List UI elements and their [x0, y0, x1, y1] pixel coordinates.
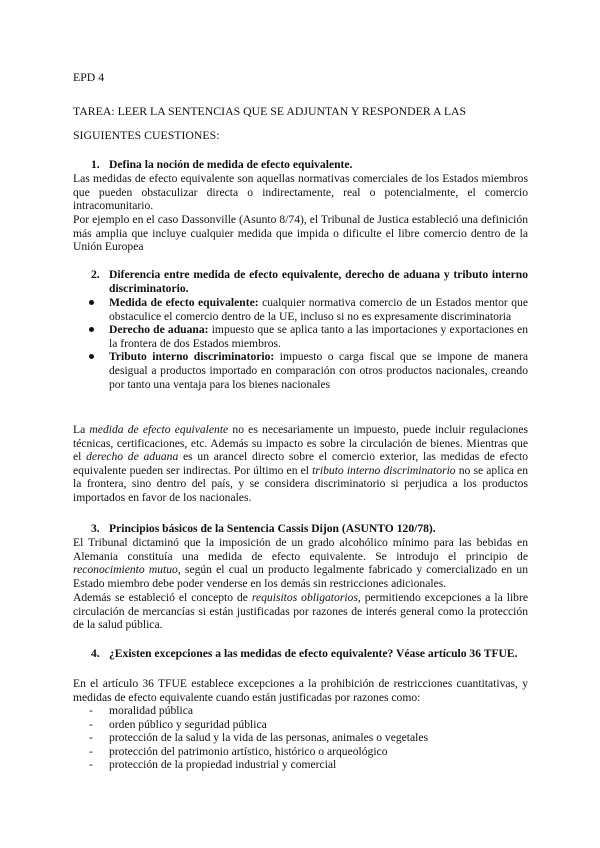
italic-term: reconocimiento mutuo	[73, 563, 178, 577]
task-line-2: SIGUIENTES CUESTIONES:	[73, 128, 220, 142]
dash-marker: -	[89, 717, 93, 731]
question-3-heading	[73, 522, 528, 536]
task-line-1: TAREA: LEER LA SENTENCIAS QUE SE ADJUNTAN Y RESPONDER A LAS	[73, 104, 467, 118]
bullet-item	[73, 323, 528, 350]
question-number: 2.	[91, 268, 100, 281]
list-item	[73, 731, 528, 745]
text-run: es un arancel directo sobre el comercio exterior, las medidas de efecto equivalente pueden ser indirectas. Por último en el	[73, 450, 529, 477]
text-run: La	[73, 423, 90, 436]
italic-term: medida de efecto equivalente	[89, 423, 229, 436]
question-number: 1.	[91, 158, 100, 171]
text-run: no se aplica en la frontera, sino dentro del país, y se considera discriminatorio si perjudica a los productos importados en favor de los nacionales.	[73, 463, 529, 504]
bullet-term: Medida de efecto equivalente:	[109, 296, 259, 309]
q4-paragraph: En el artículo 36 TFUE establece excepciones a la prohibición de restricciones cuantitativas, y medidas de efecto equivalente cuando están justificadas por razones como:	[73, 677, 528, 704]
q3-paragraph-1	[73, 536, 528, 590]
bullet-text: impuesto o carga fiscal que se impone de manera desigual a productos importado en comparación con otros productos nacionales, creando por tanto una ventaja para los bienes nacionales	[109, 350, 528, 391]
list-item-text: orden público y seguridad pública	[109, 717, 267, 731]
question-1-heading	[73, 158, 528, 172]
bullet-text: impuesto que se aplica tanto a las importaciones y exportaciones en la frontera de dos Estados miembros.	[109, 323, 528, 350]
list-item	[73, 704, 528, 718]
doc-id: EPD 4	[73, 70, 105, 84]
question-number: 4.	[91, 647, 100, 660]
bullet-text: cualquier normativa comercio de un Estados mentor que obstaculice el comercio dentro de la UE, incluso si no es expresamente discriminatoria	[109, 296, 528, 323]
bullet-item	[73, 350, 528, 391]
text-run: , según el cual un producto legalmente fabricado y comercializado en un Estado miembro debe poder venderse en los demás sin restricciones adicionales.	[73, 563, 528, 590]
question-title: ¿Existen excepciones a las medidas de efecto equivalente? Véase artículo 36 TFUE.	[109, 647, 518, 660]
list-item-text: moralidad pública	[109, 704, 194, 717]
question-number: 3.	[91, 522, 100, 535]
list-item-text: protección del patrimonio artístico, histórico o arqueológico	[109, 744, 388, 758]
dash-marker: -	[89, 758, 93, 772]
bullet-icon	[89, 354, 94, 359]
bullet-icon	[89, 300, 94, 305]
bullet-icon	[89, 327, 94, 332]
text-run: no es necesariamente un impuesto, puede incluir regulaciones técnicas, certificaciones, etc. Además su impacto es sobre la circulación de bienes. Mientras que el	[73, 423, 528, 464]
text-run: Además se estableció el concepto de	[73, 591, 252, 604]
question-4-heading	[73, 647, 528, 661]
italic-term: derecho de aduana	[86, 450, 179, 464]
q1-paragraph-2: Por ejemplo en el caso Dassonville (Asunto 8/74), el Tribunal de Justica estableció una definición más amplia que incluye cualquier medida que impida o dificulte el libre comercio dentro de la Unión Europea	[73, 213, 528, 254]
italic-term: tributo interno discriminatorio	[312, 463, 456, 477]
question-title: Principios básicos de la Sentencia Cassis Dijon (ASUNTO 120/78).	[109, 522, 436, 535]
q2-paragraph	[73, 423, 528, 505]
bullet-item	[73, 296, 528, 323]
list-item-text: protección de la propiedad industrial y comercial	[109, 758, 337, 772]
text-run: , permitiendo excepciones a la libre circulación de mercancías si están justificadas por razones de interés general como la protección de la salud pública.	[73, 591, 528, 632]
question-2-heading	[73, 268, 528, 295]
bullet-term: Tributo interno discriminatorio:	[109, 350, 275, 364]
dash-marker: -	[89, 731, 93, 745]
italic-term: requisitos obligatorios	[251, 591, 358, 604]
q1-paragraph-1: Las medidas de efecto equivalente son aquellas normativas comerciales de los Estados miembros que pueden obstaculizar directa o indirectamente, real o potencialmente, el comercio intracomunitario.	[73, 172, 528, 213]
q4-exception-list	[73, 704, 528, 772]
q2-bullet-list	[73, 296, 528, 391]
bullet-term: Derecho de aduana:	[109, 323, 209, 337]
question-title: Defina la noción de medida de efecto equivalente.	[109, 158, 353, 171]
q3-paragraph-2	[73, 591, 528, 632]
list-item	[73, 758, 528, 772]
list-item-text: protección de la salud y la vida de las personas, animales o vegetales	[109, 731, 429, 745]
dash-marker: -	[89, 704, 93, 717]
text-run: El Tribunal dictaminó que la imposición de un grado alcohólico mínimo para las bebidas en Alemania constituía una medida de efecto equivalente. Se introdujo el principio de	[73, 536, 528, 563]
question-title: Diferencia entre medida de efecto equivalente, derecho de aduana y tributo interno discriminatorio.	[109, 268, 528, 295]
list-item	[73, 718, 528, 732]
dash-marker: -	[89, 744, 93, 758]
list-item	[73, 745, 528, 759]
